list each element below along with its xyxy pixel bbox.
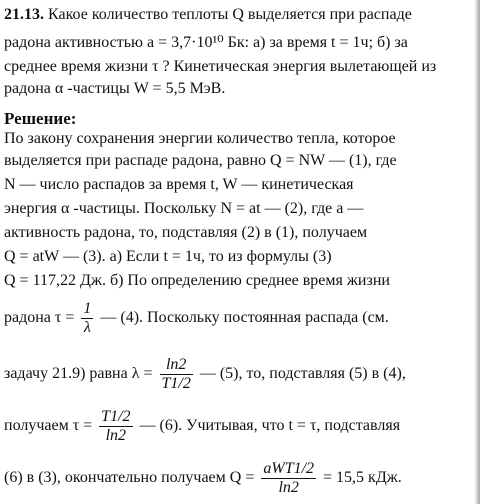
- solution-line: выделяется при распаде радона, равно Q = NW — (1), где: [4, 152, 397, 169]
- problem-number: 21.13.: [4, 6, 44, 23]
- fraction-half-life-over-ln2: [99, 408, 132, 445]
- page-edge-shadow: [474, 0, 480, 504]
- fraction-final-answer: [261, 460, 316, 497]
- fraction-denominator: T1/2: [161, 375, 191, 392]
- formula-text: получаем τ =: [4, 417, 93, 435]
- solution-heading: Решение:: [4, 109, 77, 128]
- solution-line: Q = 117,22 Дж. б) По определению среднее время жизни: [4, 272, 390, 289]
- solution-line: активность радона, то, подставляя (2) в (1), получаем: [4, 224, 368, 241]
- formula-text: — (6). Учитывая, что t = τ, подставляя: [139, 417, 401, 435]
- problem-text-1: Какое количество теплоты Q выделяется при распаде: [48, 6, 412, 23]
- fraction-denominator: ln2: [105, 427, 127, 444]
- fraction-denominator: ln2: [278, 479, 299, 496]
- solution-line: N — число распадов за время t, W — кинетическая: [4, 176, 354, 193]
- problem-line-2: радона активностью a = 3,7·10¹⁰ Бк: а) за время t = 1ч; б) за: [4, 34, 408, 51]
- fraction-numerator: ln2: [160, 356, 193, 375]
- formula-text: = 15,5 кДж.: [323, 469, 402, 487]
- fraction-denominator: λ: [83, 319, 91, 336]
- formula-text: задачу 21.9) равна λ =: [4, 365, 153, 383]
- formula-line-tau: [4, 408, 400, 445]
- formula-line-final: [4, 460, 402, 497]
- fraction-numerator: T1/2: [101, 408, 131, 425]
- fraction-ln2-over-half-life: [160, 356, 193, 393]
- solution-line: энергия α -частицы. Поскольку N = at — (2), где a —: [4, 200, 364, 217]
- formula-text: радона τ =: [4, 309, 75, 327]
- formula-text: (6) в (3), окончательно получаем Q =: [4, 469, 255, 487]
- fraction-numerator: 1: [83, 300, 92, 317]
- formula-text: — (4). Поскольку постоянная распада (см.: [100, 309, 389, 327]
- formula-line-tau-definition: [4, 300, 389, 337]
- solution-line: По закону сохранения энергии количество тепла, которое: [4, 130, 396, 147]
- fraction-one-over-lambda: [81, 300, 93, 337]
- solution-line: Q = atW — (3). а) Если t = 1ч, то из формулы (3): [4, 248, 332, 265]
- problem-line-1: [4, 6, 412, 24]
- formula-line-lambda: [4, 356, 406, 393]
- problem-line-4: радона α -частицы W = 5,5 МэВ.: [4, 80, 226, 97]
- fraction-numerator: aWT1/2: [263, 460, 315, 477]
- formula-text: — (5), то, подставляя (5) в (4),: [199, 365, 406, 383]
- problem-line-3: среднее время жизни τ ? Кинетическая энергия вылетающей из: [4, 58, 437, 75]
